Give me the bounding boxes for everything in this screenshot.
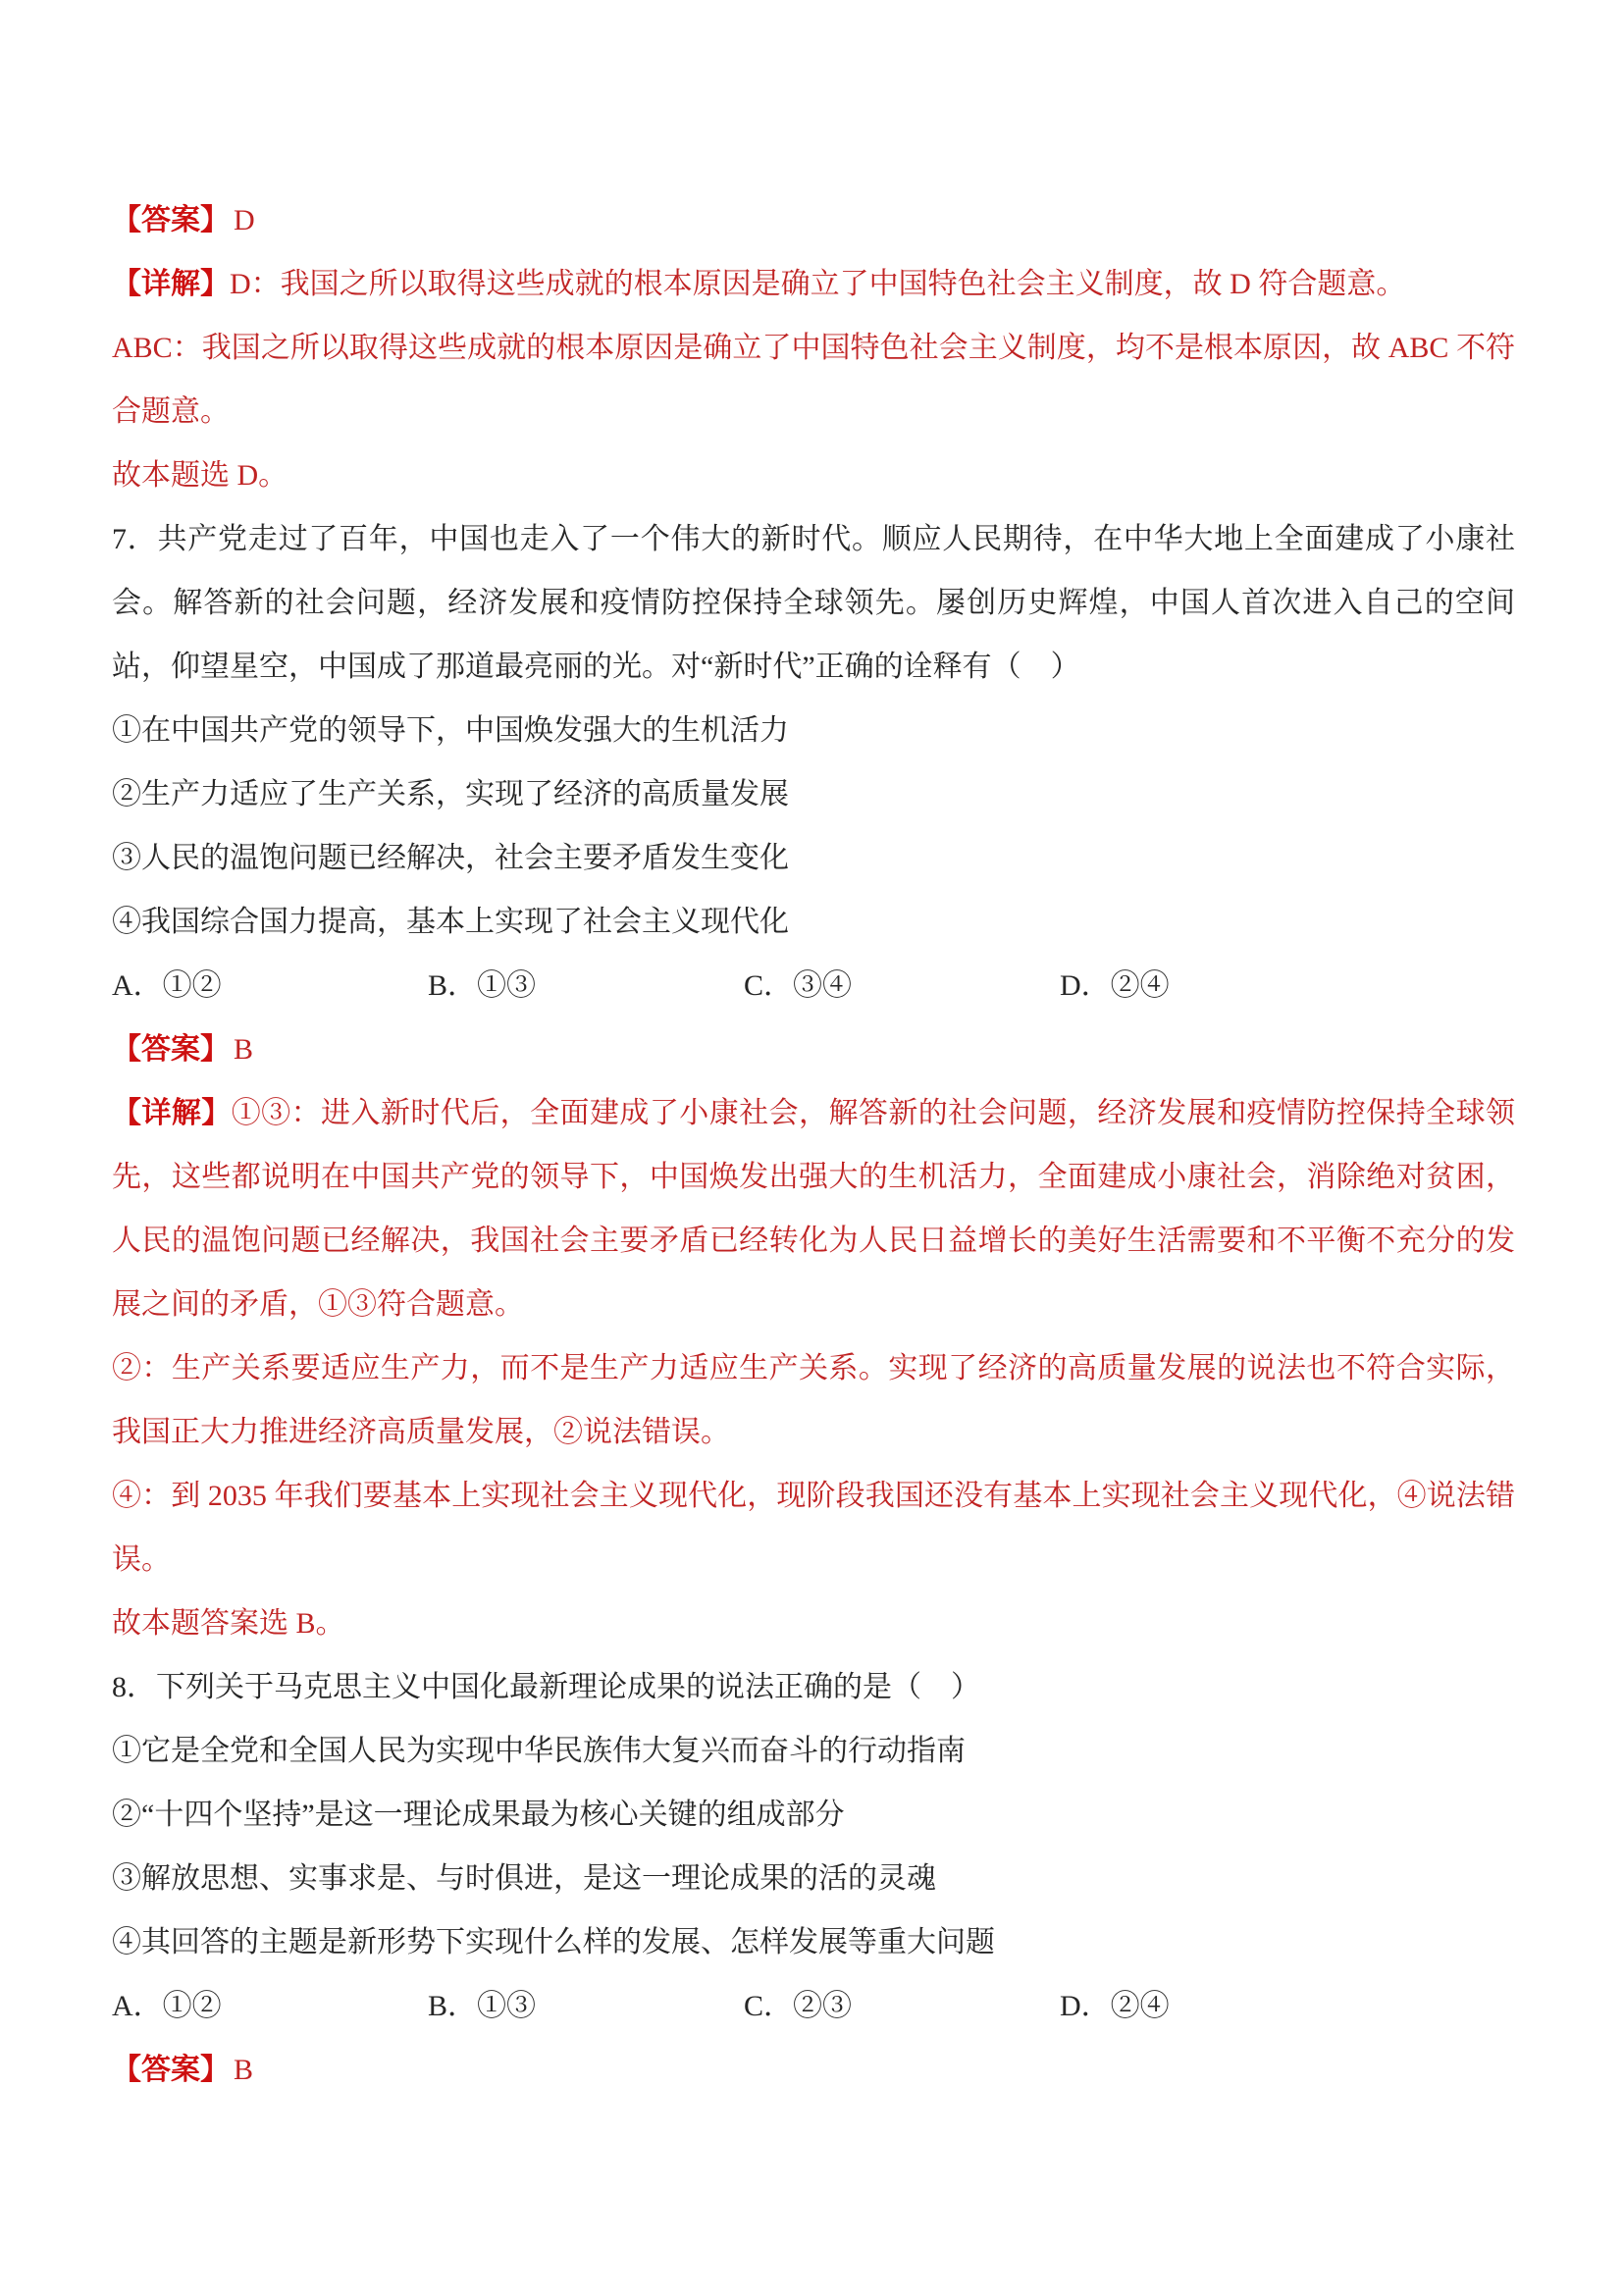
choice-b: B．①③ [428,1990,537,2022]
choice-a: A．①② [112,1990,222,2022]
detail-paragraph [112,252,1515,316]
option-item: ④我国综合国力提高，基本上实现了社会主义现代化 [112,906,789,938]
detail-paragraph: ABC：我国之所以取得这些成就的根本原因是确立了中国特色社会主义制度，均不是根本原因，故 ABC 不符合题意。 [112,332,1515,428]
option-item: ③解放思想、实事求是、与时俱进，是这一理论成果的活的灵魂 [112,1862,936,1895]
question-stem: 8．下列关于马克思主义中国化最新理论成果的说法正确的是（ ） [112,1671,980,1703]
detail-label: 【详解】 [112,1097,232,1129]
answer-label: 【答案】 [112,2054,230,2086]
option-item: ①它是全党和全国人民为实现中华民族伟大复兴而奋斗的行动指南 [112,1735,966,1767]
answer-line [112,1018,1515,1081]
option-item: ①在中国共产党的领导下，中国焕发强大的生机活力 [112,714,789,747]
conclusion-line: 故本题选 D。 [112,459,288,492]
choice-row [112,954,1515,1018]
detail-paragraph [112,1081,1515,1336]
answer-value: D [234,204,255,236]
answer-value: B [234,2054,254,2086]
choice-c: C．③④ [744,969,853,1002]
option-item: ④其回答的主题是新形势下实现什么样的发展、怎样发展等重大问题 [112,1926,995,1958]
answer-line [112,2038,1515,2102]
choice-b: B．①③ [428,969,537,1002]
choice-c: C．②③ [744,1990,853,2022]
detail-paragraph: ②：生产关系要适应生产力，而不是生产力适应生产关系。实现了经济的高质量发展的说法也不符合实际，我国正大力推进经济高质量发展，②说法错误。 [112,1352,1515,1448]
answer-line [112,188,1515,252]
choice-a: A．①② [112,969,222,1002]
option-item: ③人民的温饱问题已经解决，社会主要矛盾发生变化 [112,842,789,874]
conclusion-line: 故本题答案选 B。 [112,1607,345,1640]
option-item: ②“十四个坚持”是这一理论成果最为核心关键的组成部分 [112,1799,845,1831]
detail-paragraph: ④：到 2035 年我们要基本上实现社会主义现代化，现阶段我国还没有基本上实现社会主义现代化，④说法错误。 [112,1480,1515,1576]
choice-row [112,1974,1515,2038]
question-stem: 7．共产党走过了百年，中国也走入了一个伟大的新时代。顺应人民期待，在中华大地上全面建成了小康社会。解答新的社会问题，经济发展和疫情防控保持全球领先。屡创历史辉煌，中国人首次进入自己的空间站，仰望星空，中国成了那道最亮丽的光。对“新时代”正确的诠释有（ ） [112,523,1515,683]
option-item: ②生产力适应了生产关系，实现了经济的高质量发展 [112,778,789,810]
answer-label: 【答案】 [112,204,230,236]
choice-d: D．②④ [1060,969,1170,1002]
detail-text: D：我国之所以取得这些成就的根本原因是确立了中国特色社会主义制度，故 D 符合题意。 [230,268,1406,300]
detail-label: 【详解】 [112,268,230,300]
detail-text: ①③：进入新时代后，全面建成了小康社会，解答新的社会问题，经济发展和疫情防控保持全球领先，这些都说明在中国共产党的领导下，中国焕发出强大的生机活力，全面建成小康社会，消除绝对贫困，人民的温饱问题已经解决，我国社会主要矛盾已经转化为人民日益增长的美好生活需要和不平衡不充分的发展之间的矛盾，①③符合题意。 [112,1097,1516,1321]
answer-label: 【答案】 [112,1033,230,1066]
choice-d: D．②④ [1060,1990,1170,2022]
answer-value: B [234,1033,254,1066]
